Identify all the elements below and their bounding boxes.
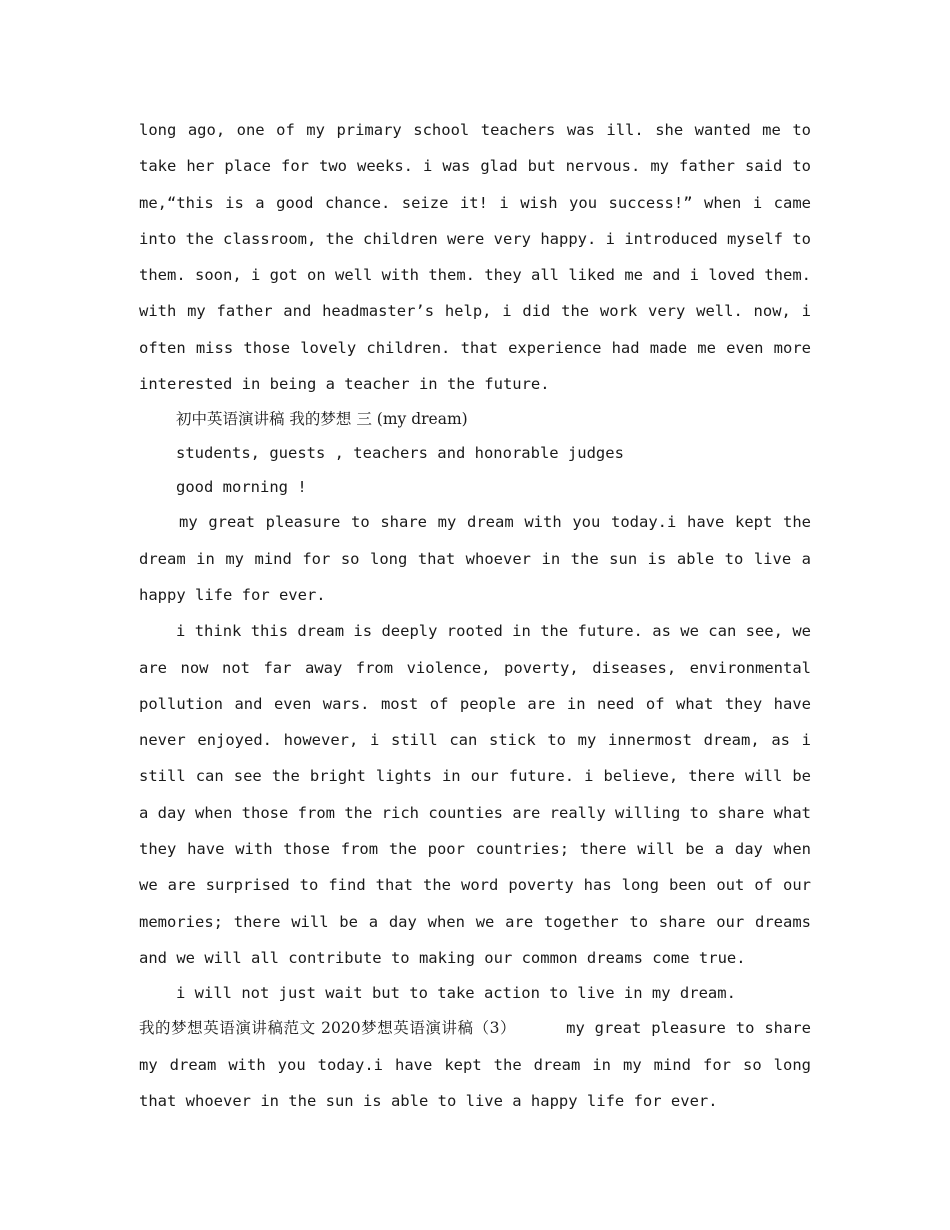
paragraph-dream-intro: my great pleasure to share my dream with you today.i have kept the dream in my mind for so long that whoever in the sun is able to live a happy life for ever. (139, 513, 811, 604)
paragraph-dream-future: i think this dream is deeply rooted in the future. as we can see, we are now not far away from violence, poverty, diseases, environmental pollution and even wars. most of people are in need of what they have never enjoyed. however, i still can stick to my innermost dream, as i still can see the bright lights in our future. i believe, there will be a day when those from the rich counties are really willing to share what they have with those from the poor countries; there will be a day when we are surprised to find that the word poverty has long been out of our memories; there will be a day when we are together to share our dreams and we will all contribute to making our common dreams come true. (139, 622, 811, 967)
greeting-morning: good morning ! (176, 478, 307, 497)
greeting-audience: students, guests , teachers and honorable judges (176, 444, 624, 463)
paragraph-teacher-story: long ago, one of my primary school teachers was ill. she wanted me to take her place for two weeks. i was glad but nervous. my father said to me,“this is a good chance. seize it! i wish you success!” when i came into the classroom, the children were very happy. i introduced myself to them. soon, i got on well with them. they all liked me and i loved them. with my father and headmaster’s help, i did the work very well. now, i often miss those lovely children. that experience had made me even more interested in being a teacher in the future. (139, 121, 811, 394)
document-page (139, 112, 811, 1119)
speech-title-text: 初中英语演讲稿 我的梦想 三 (my dream) (176, 410, 468, 429)
section-paragraph (139, 1010, 811, 1119)
paragraph-take-action: i will not just wait but to take action to live in my dream. (176, 984, 736, 1003)
speech-title (139, 402, 811, 436)
section-body: my great pleasure to share my dream with you today.i have kept the dream in my mind for so long that whoever in the sun is able to live a happy life for ever. (139, 1019, 811, 1110)
section-title: 我的梦想英语演讲稿范文 2020梦想英语演讲稿（3） (139, 1019, 517, 1038)
